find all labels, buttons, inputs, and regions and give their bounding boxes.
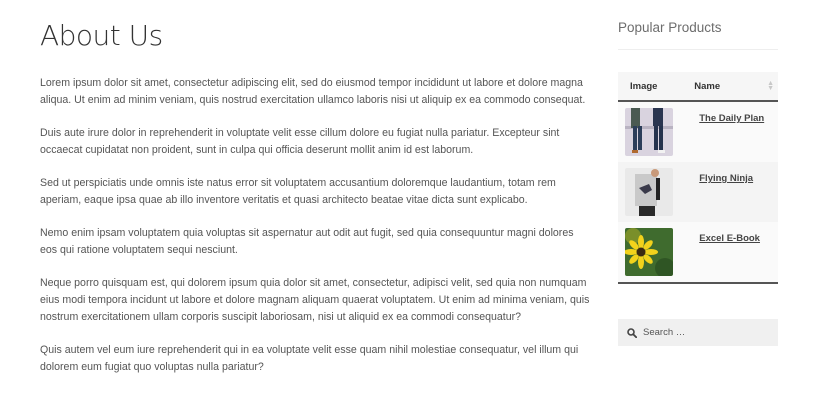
product-link-excel-ebook[interactable]: Excel E-Book	[699, 233, 760, 244]
search-box[interactable]	[618, 319, 778, 346]
product-name-cell	[682, 101, 778, 162]
column-header-name[interactable]: Name ▲ ▼	[682, 72, 778, 101]
product-link-the-daily-plan[interactable]: The Daily Plan	[699, 113, 765, 124]
main-content	[40, 16, 590, 392]
product-image-cell	[618, 162, 682, 222]
search-icon	[627, 328, 637, 338]
page-title: About Us	[40, 19, 163, 52]
table-row	[618, 162, 778, 222]
product-thumbnail-flying-ninja[interactable]	[625, 168, 673, 216]
paragraph: Duis aute irure dolor in reprehenderit in voluptate velit esse cillum dolore eu fugiat nulla pariatur. Excepteur sint occaecat cupidatat non proident, sunt in culpa qui officia deserunt mollit anim id est laborum.	[40, 127, 560, 157]
paragraph: Neque porro quisquam est, qui dolorem ipsum quia dolor sit amet, consectetur, adipisci velit, sed quia non numquam eius modi tempora incidunt ut labore et dolore magnam aliquam quaerat voluptatem. Ut enim ad minima veniam, quis nostrum exercitationem ullam corporis suscipit laboriosam, nisi ut aliquid ex ea commodi consequatur?	[40, 277, 590, 324]
popular-products-table	[618, 72, 778, 284]
paragraph: Quis autem vel eum iure reprehenderit qui in ea voluptate velit esse quam nihil molestiae consequatur, vel illum qui dolorem eum fugiat quo voluptas nulla pariatur?	[40, 344, 579, 374]
sort-arrows-icon[interactable]: ▲ ▼	[767, 80, 774, 92]
search-input[interactable]	[637, 327, 763, 338]
product-thumbnail-excel-ebook[interactable]	[625, 228, 673, 276]
product-image-cell	[618, 101, 682, 162]
product-thumbnail-daily-plan[interactable]	[625, 108, 673, 156]
table-row	[618, 101, 778, 162]
paragraph: Sed ut perspiciatis unde omnis iste natus error sit voluptatem accusantium doloremque laudantium, totam rem aperiam, eaque ipsa quae ab illo inventore veritatis et quasi architecto beatae vitae dicta sunt explicabo.	[40, 177, 556, 207]
product-name-cell	[682, 222, 778, 283]
product-image-cell	[618, 222, 682, 283]
sidebar	[618, 16, 778, 284]
paragraph: Nemo enim ipsam voluptatem quia voluptas sit aspernatur aut odit aut fugit, sed quia consequuntur magni dolores eos qui ratione voluptatem sequi nesciunt.	[40, 227, 574, 257]
column-header-image: Image	[618, 72, 682, 101]
product-link-flying-ninja[interactable]: Flying Ninja	[699, 173, 754, 184]
paragraph: Lorem ipsum dolor sit amet, consectetur adipiscing elit, sed do eiusmod tempor incididunt ut labore et dolore magna aliqua. Ut enim ad minim veniam, quis nostrud exercitation ullamco laboris nisi ut aliquip ex ea commodo consequat.	[40, 77, 586, 107]
widget-title-popular-products: Popular Products	[618, 20, 778, 50]
product-name-cell	[682, 162, 778, 222]
table-row	[618, 222, 778, 283]
